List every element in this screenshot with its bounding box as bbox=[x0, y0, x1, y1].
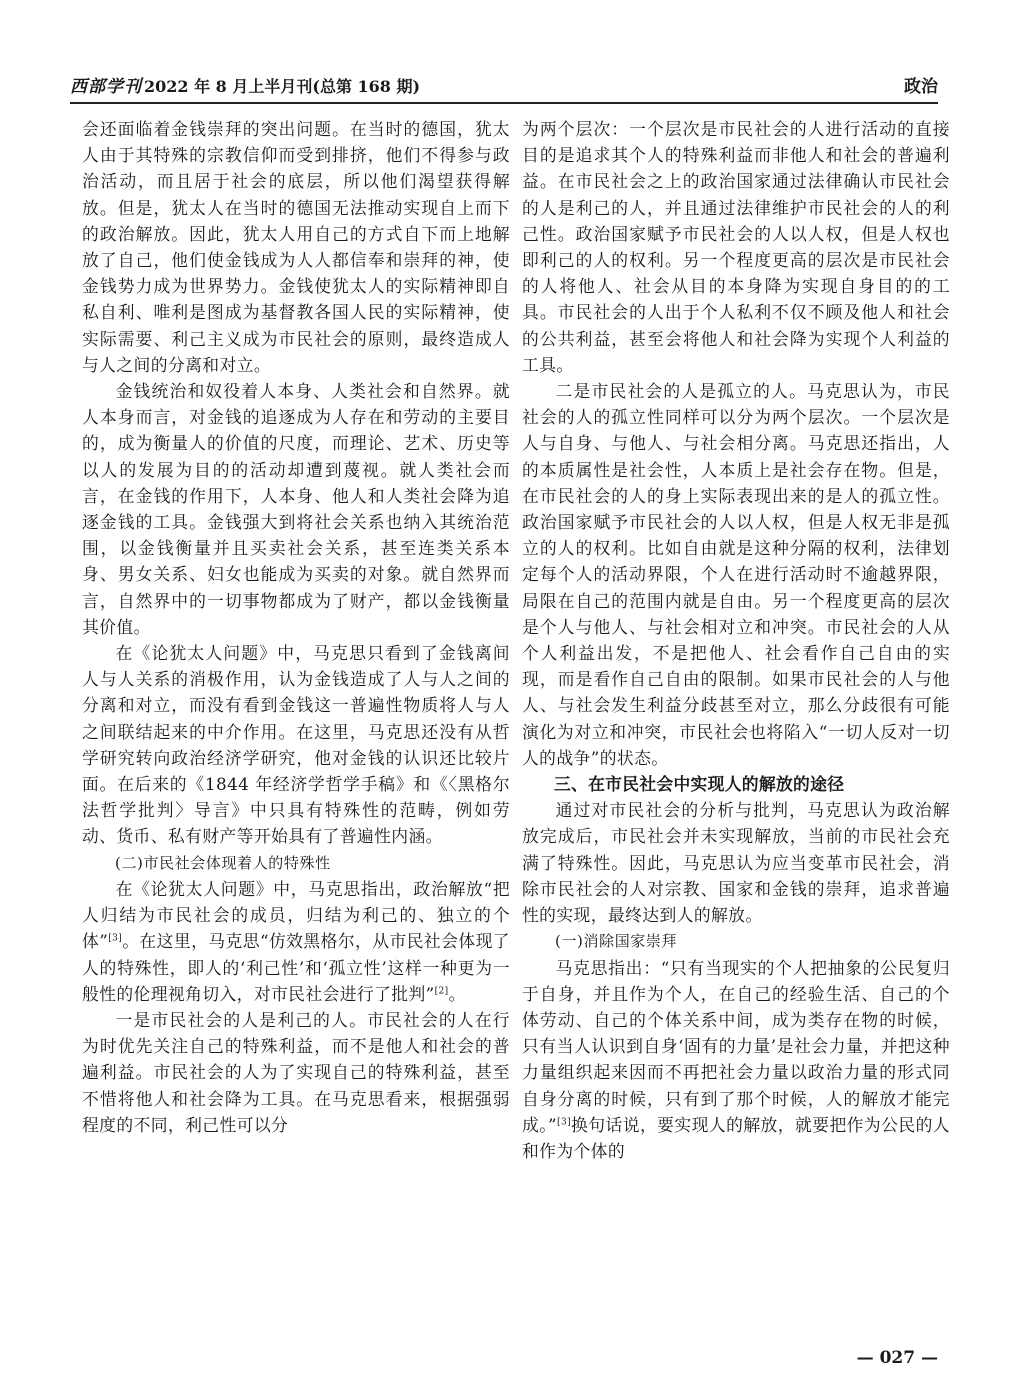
paragraph-text: 。在这里，马克思“仿效黑格尔，从市民社会体现了人的特殊性，即人的‘利己性’和‘孤立性’这样一种更为一般性的伦理视角切入，对市民社会进行了批判” bbox=[82, 931, 510, 1004]
journal-logo: 西部学刊 bbox=[70, 77, 142, 97]
paragraph-text: 换句话说，要实现人的解放，就要把作为公民的人和作为个体的 bbox=[522, 1114, 950, 1161]
paragraph-text: 在《论犹太人问题》中，马克思指出，政治解放“把人归结为市民社会的成员，归结为利己的、独立的个体” bbox=[82, 878, 510, 952]
paragraph-text: 马克思指出：“只有当现实的个人把抽象的公民复归于自身，并且作为个人，在自己的经验生活、自己的个体劳动、自己的个体关系中间，成为类存在物的时候，只有当人认识到自身‘固有的力量’是社会力量，并把这种力量组织起来因而不再把社会力量以政治力量的形式同自身分离的时候，只有到了那个时候，人的解放才能完成。” bbox=[522, 957, 950, 1135]
paragraph bbox=[82, 876, 510, 1007]
subsection-heading: (一)消除国家崇拜 bbox=[555, 932, 678, 951]
paragraph: 在《论犹太人问题》中，马克思只看到了金钱离间人与人关系的消极作用，认为金钱造成了人与人之间的分离和对立，而没有看到金钱这一普遍性物质将人与人之间联结起来的中介作用。在这里，马克思还没有从哲学研究转向政治经济学研究，他对金钱的认识还比较片面。在后来的《1844 年经济学哲学手稿》和《〈黑格尔法哲学批判〉导言》中只具有特殊性的范畴，例如劳动、货币、私有财产等开始具有了普遍性内涵。 bbox=[82, 643, 510, 847]
paragraph: 二是市民社会的人是孤立的人。马克思认为，市民社会的人的孤立性同样可以分为两个层次。一个层次是人与自身、与他人、与社会相分离。马克思还指出，人的本质属性是社会性，人本质上是社会存在物。但是，在市民社会的人的身上实际表现出来的是人的孤立性。政治国家赋予市民社会的人以人权，但是人权无非是孤立的人的权利。比如自由就是这种分隔的权利，法律划定每个人的活动界限，个人在进行活动时不逾越界限，局限在自己的范围内就是自由。另一个程度更高的层次是个人与他人、与社会相对立和冲突。市民社会的人从个人利益出发，不是把他人、社会看作自己自由的实现，而是看作自己自由的限制。如果市民社会的人与他人、与社会发生利益分歧甚至对立，那么分歧很有可能演化为对立和冲突，市民社会也将陷入“一切人反对一切人的战争”的状态。 bbox=[522, 381, 950, 768]
paragraph: 通过对市民社会的分析与批判，马克思认为政治解放完成后，市民社会并未实现解放，当前的市民社会充满了特殊性。因此，马克思认为应当变革市民社会，消除市民社会的人对宗教、国家和金钱的崇拜，追求普遍性的实现，最终达到人的解放。 bbox=[522, 800, 950, 926]
issue-info: 2022 年 8 月上半月刊(总第 168 期) bbox=[144, 77, 421, 96]
citation-marker: [3] bbox=[108, 933, 123, 944]
subsection-heading: (二)市民社会体现着人的特殊性 bbox=[115, 853, 331, 872]
citation-marker: [2] bbox=[434, 986, 449, 997]
section-label: 政治 bbox=[904, 77, 938, 97]
citation-marker: [3] bbox=[557, 1117, 571, 1128]
paragraph-text: 。 bbox=[448, 983, 466, 1004]
left-column bbox=[82, 116, 510, 1138]
running-header bbox=[70, 72, 938, 104]
page-number: — 027 — bbox=[856, 1348, 938, 1368]
paragraph: 一是市民社会的人是利己的人。市民社会的人在行为时优先关注自己的特殊利益，而不是他人和社会的普遍利益。市民社会的人为了实现自己的特殊利益，甚至不惜将他人和社会降为工具。在马克思看来，根据强弱程度的不同，利己性可以分 bbox=[82, 1009, 510, 1135]
paragraph: 为两个层次：一个层次是市民社会的人进行活动的直接目的是追求其个人的特殊利益而非他人和社会的普遍利益。在市民社会之上的政治国家通过法律确认市民社会的人是利己的人，并且通过法律维护市民社会的人的利己性。政治国家赋予市民社会的人以人权，但是人权也即利己的人的权利。另一个程度更高的层次是市民社会的人将他人、社会从目的本身降为实现自身目的的工具。市民社会的人出于个人私利不仅不顾及他人和社会的公共利益，甚至会将他人和社会降为实现个人利益的工具。 bbox=[522, 119, 950, 375]
right-column bbox=[522, 116, 950, 1164]
journal-title bbox=[70, 72, 420, 102]
paragraph: 会还面临着金钱崇拜的突出问题。在当时的德国，犹太人由于其特殊的宗教信仰而受到排挤，他们不得参与政治活动，而且居于社会的底层，所以他们渴望获得解放。但是，犹太人在当时的德国无法推动实现自上而下的政治解放。因此，犹太人用自己的方式自下而上地解放了自己，他们使金钱成为人人都信奉和崇拜的神，使金钱势力成为世界势力。金钱使犹太人的实际精神即自私自利、唯利是图成为基督教各国人民的实际精神，使实际需要、利己主义成为市民社会的原则，最终造成人与人之间的分离和对立。 bbox=[82, 119, 510, 375]
paragraph bbox=[522, 955, 950, 1165]
paragraph: 金钱统治和奴役着人本身、人类社会和自然界。就人本身而言，对金钱的追逐成为人存在和劳动的主要目的，成为衡量人的价值的尺度，而理论、艺术、历史等以人的发展为目的的活动却遭到蔑视。就人类社会而言，在金钱的作用下，人本身、他人和人类社会降为追逐金钱的工具。金钱强大到将社会关系也纳入其统治范围，以金钱衡量并且买卖社会关系，甚至连类关系本身、男女关系、妇女也能成为买卖的对象。就自然界而言，自然界中的一切事物都成为了财产，都以金钱衡量其价值。 bbox=[82, 381, 510, 637]
section-heading: 三、在市民社会中实现人的解放的途径 bbox=[553, 774, 845, 795]
